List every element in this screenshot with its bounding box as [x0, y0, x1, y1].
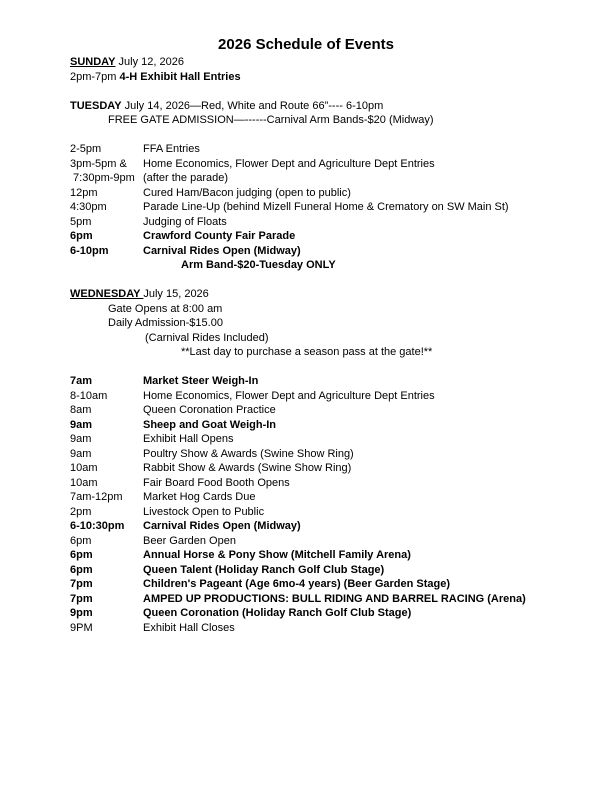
schedule-content	[0, 55, 612, 635]
event-time: 6pm	[70, 563, 93, 576]
event-time: 7am	[70, 375, 93, 387]
event-row	[70, 142, 602, 157]
day-heading	[70, 55, 602, 70]
event-row	[70, 374, 602, 389]
day-date: July 15, 2026	[143, 288, 209, 300]
event-time: 9am	[70, 418, 93, 431]
event-time: 4:30pm	[70, 201, 107, 213]
event-description: Queen Coronation Practice	[143, 404, 276, 416]
event-time: 9am	[70, 447, 92, 460]
event-row	[70, 258, 602, 273]
event-time: 6pm	[70, 549, 93, 561]
event-time: 6-10pm	[70, 244, 109, 257]
day-name: WEDNESDAY	[70, 288, 144, 300]
event-row	[70, 519, 602, 534]
event-description: Judging of Floats	[143, 215, 227, 228]
event-time: 5pm	[70, 215, 92, 228]
event-time: 6pm	[70, 230, 93, 242]
event-time: 2pm	[70, 505, 92, 518]
section-wednesday	[70, 287, 602, 635]
event-time: 8am	[70, 404, 92, 416]
event-description: Arm Band-$20-Tuesday ONLY	[181, 259, 336, 271]
event-time: 9PM	[70, 621, 93, 634]
day-heading	[70, 287, 602, 302]
event-time: 8-10am	[70, 389, 108, 402]
event-description: (after the parade)	[143, 172, 228, 184]
event-description: FFA Entries	[143, 143, 200, 155]
event-row	[70, 577, 602, 592]
page-title: 2026 Schedule of Events	[218, 36, 394, 53]
blank-line	[70, 84, 602, 99]
schedule-note: (Carnival Rides Included)	[145, 331, 269, 344]
event-description: Queen Talent (Holiday Ranch Golf Club Stage)	[143, 563, 385, 576]
event-time: 7pm	[70, 592, 93, 605]
event-description: Livestock Open to Public	[143, 505, 265, 518]
event-row	[70, 186, 602, 201]
event-row	[70, 229, 602, 244]
event-description: Exhibit Hall Opens	[143, 433, 234, 445]
section-tuesday	[70, 99, 602, 288]
schedule-note: **Last day to purchase a season pass at the gate!**	[181, 346, 433, 358]
event-row	[70, 563, 602, 578]
blank-line	[70, 360, 602, 375]
event-time: 2pm-7pm	[70, 70, 120, 83]
event-description: Crawford County Fair Parade	[143, 230, 296, 242]
event-time: 6-10:30pm	[70, 520, 125, 532]
day-date: July 12, 2026	[115, 56, 184, 68]
event-row	[70, 157, 602, 172]
event-description: Parade Line-Up (behind Mizell Funeral Home & Crematory on SW Main St)	[143, 201, 509, 213]
event-row	[70, 490, 602, 505]
event-description: Exhibit Hall Closes	[143, 621, 235, 634]
event-description: Sheep and Goat Weigh-In	[143, 418, 277, 431]
event-time: 12pm	[70, 186, 98, 199]
day-name: TUESDAY	[70, 99, 122, 112]
event-time: 7pm	[70, 578, 93, 590]
event-description: Rabbit Show & Awards (Swine Show Ring)	[143, 462, 352, 474]
event-row	[70, 548, 602, 563]
event-description: Annual Horse & Pony Show (Mitchell Family Arena)	[143, 549, 411, 561]
event-row	[70, 461, 602, 476]
event-description: Poultry Show & Awards (Swine Show Ring)	[143, 447, 354, 460]
event-description: Fair Board Food Booth Opens	[143, 476, 290, 489]
event-time: 10am	[70, 462, 98, 474]
event-description: AMPED UP PRODUCTIONS: BULL RIDING AND BARREL RACING (Arena)	[143, 592, 526, 605]
event-description: Carnival Rides Open (Midway)	[143, 520, 301, 532]
event-time: 9am	[70, 433, 92, 445]
event-description: Home Economics, Flower Dept and Agriculture Dept Entries	[143, 157, 435, 170]
event-row	[70, 606, 602, 621]
event-time: 7am-12pm	[70, 491, 123, 503]
blank-line	[70, 128, 602, 143]
event-description: Home Economics, Flower Dept and Agriculture Dept Entries	[143, 389, 435, 402]
day-heading	[70, 99, 602, 114]
section-sunday	[70, 55, 602, 99]
event-row	[70, 534, 602, 549]
schedule-note: Daily Admission-$15.00	[108, 317, 223, 329]
event-row	[70, 621, 602, 636]
event-description: Cured Ham/Bacon judging (open to public)	[143, 186, 351, 199]
event-row	[70, 389, 602, 404]
event-description: Market Hog Cards Due	[143, 491, 256, 503]
event-row	[70, 418, 602, 433]
event-row	[70, 244, 602, 259]
event-row	[70, 592, 602, 607]
event-description: Queen Coronation (Holiday Ranch Golf Club Stage)	[143, 607, 412, 619]
event-row	[70, 447, 602, 462]
event-time: 7:30pm-9pm	[70, 172, 135, 184]
event-time: 10am	[70, 476, 98, 489]
day-name: SUNDAY	[70, 56, 116, 68]
event-description: Carnival Rides Open (Midway)	[143, 244, 301, 257]
event-row	[70, 505, 602, 520]
event-description: Market Steer Weigh-In	[143, 375, 259, 387]
event-description: Children's Pageant (Age 6mo-4 years) (Beer Garden Stage)	[143, 578, 451, 590]
blank-line	[70, 273, 602, 288]
event-time: 9pm	[70, 607, 93, 619]
event-row	[70, 476, 602, 491]
event-description: 4-H Exhibit Hall Entries	[119, 70, 241, 83]
event-row	[70, 432, 602, 447]
event-row	[70, 70, 602, 85]
event-row	[70, 403, 602, 418]
schedule-note: Gate Opens at 8:00 am	[108, 302, 223, 315]
event-time: 2-5pm	[70, 143, 102, 155]
event-time: 3pm-5pm &	[70, 157, 127, 170]
event-time: 6pm	[70, 534, 92, 547]
event-row	[70, 215, 602, 230]
schedule-note: FREE GATE ADMISSION—------Carnival Arm Bands-$20 (Midway)	[108, 114, 434, 126]
day-date: July 14, 2026—Red, White and Route 66”---- 6-10pm	[121, 99, 384, 112]
event-row	[70, 171, 602, 186]
event-row	[70, 200, 602, 215]
event-description: Beer Garden Open	[143, 534, 236, 547]
